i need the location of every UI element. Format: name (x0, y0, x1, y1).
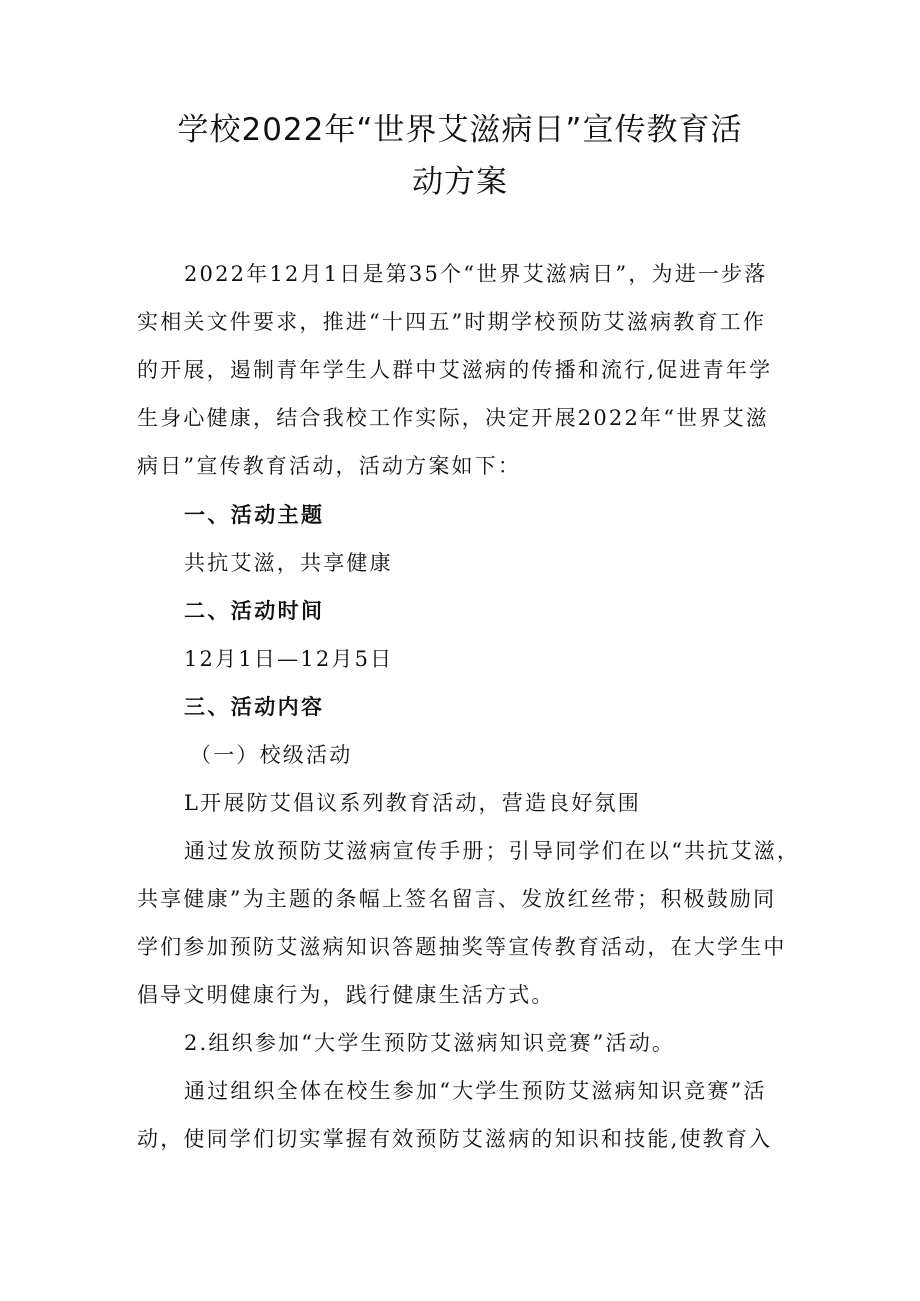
item-body-line: 共享健康”为主题的条幅上签名留言、发放红丝带；积极鼓励同 (137, 887, 777, 911)
item-body-line: 动，使同学们切实掌握有效预防艾滋病的知识和技能,使教育入 (137, 1127, 773, 1151)
section-body-time: 12月1日—12月5日 (184, 647, 394, 671)
intro-line: 生身心健康，结合我校工作实际，决定开展2022年“世界艾滋 (137, 406, 769, 430)
item-body-line: 学们参加预防艾滋病知识答题抽奖等宣传教育活动，在大学生中 (137, 935, 787, 959)
section-heading-content: 三、活动内容 (184, 695, 325, 719)
intro-line: 2022年12月1日是第35个“世界艾滋病日”，为进一步落 (184, 262, 768, 286)
section-heading-theme: 一、活动主题 (184, 503, 325, 527)
document-title-line-2: 动方案 (412, 164, 508, 200)
document-title-line-1: 学校2022年“世界艾滋病日”宣传教育活 (177, 112, 743, 148)
section-heading-time: 二、活动时间 (184, 599, 325, 623)
item-body-line: 倡导文明健康行为，践行健康生活方式。 (137, 983, 555, 1007)
intro-line: 的开展，遏制青年学生人群中艾滋病的传播和流行,促进青年学 (137, 358, 773, 382)
item-body-line: 通过组织全体在校生参加“大学生预防艾滋病知识竞赛”活 (184, 1079, 767, 1103)
item-title-2: 2.组织参加“大学生预防艾滋病知识竞赛”活动。 (184, 1031, 676, 1055)
section-body-theme: 共抗艾滋，共享健康 (184, 551, 393, 575)
subsection-heading-school: （一）校级活动 (190, 743, 353, 767)
intro-line: 病日”宣传教育活动，活动方案如下： (137, 454, 522, 478)
item-body-line: 通过发放预防艾滋病宣传手册；引导同学们在以“共抗艾滋， (184, 839, 801, 863)
item-title-1: L开展防艾倡议系列教育活动，营造良好氛围 (184, 791, 641, 815)
intro-line: 实相关文件要求，推进“十四五”时期学校预防艾滋病教育工作 (137, 310, 767, 334)
